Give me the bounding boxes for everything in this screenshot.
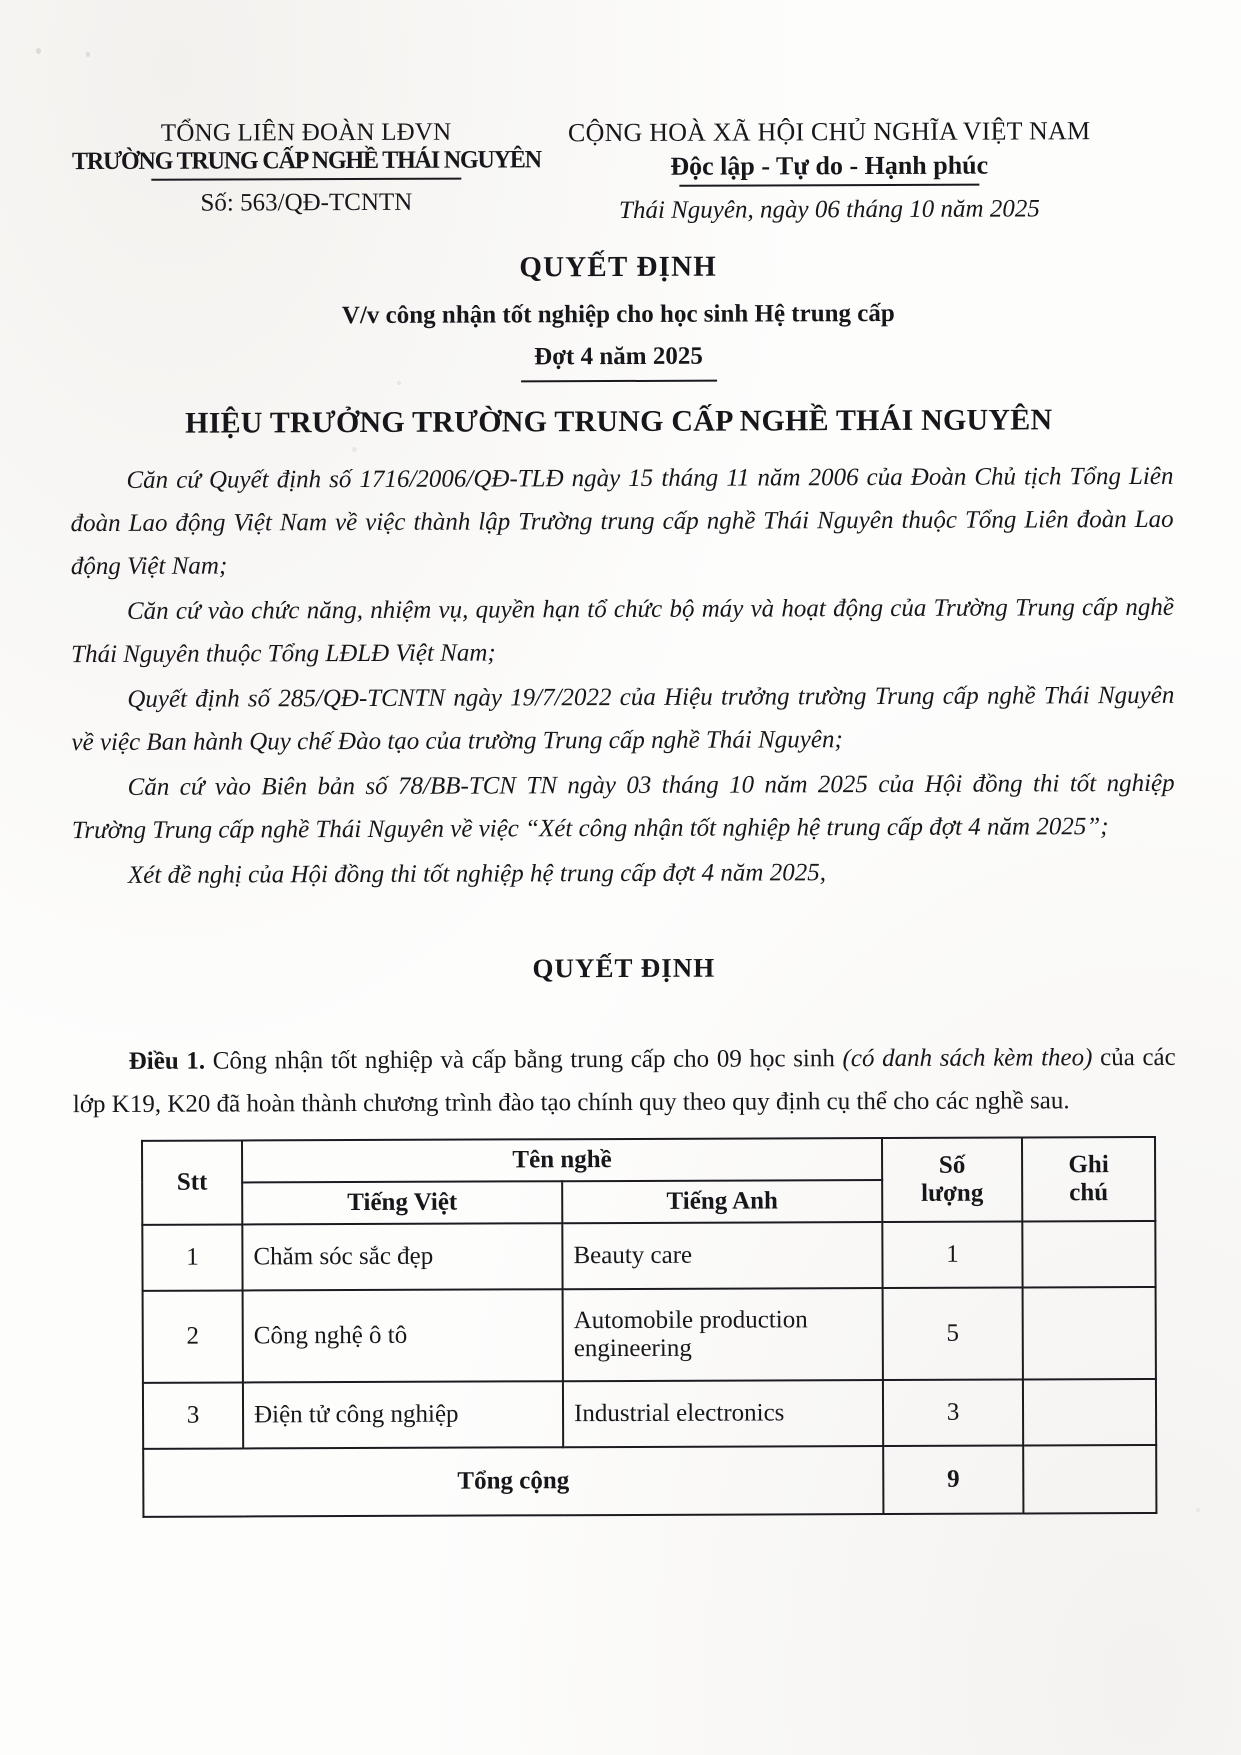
parent-organization-name: TỔNG LIÊN ĐOÀN LĐVN (160, 118, 452, 147)
place-and-date: Thái Nguyên, ngày 06 tháng 10 năm 2025 (618, 195, 1040, 224)
article-1-text-part1: Công nhận tốt nghiệp và cấp bằng trung cấp cho 09 học sinh (205, 1045, 843, 1075)
document-title: QUYẾT ĐỊNH (519, 250, 718, 284)
cell-note (1022, 1221, 1155, 1288)
cell-total-note (1023, 1445, 1156, 1514)
header-divider-left (151, 178, 461, 181)
table-row (142, 1221, 1155, 1291)
cell-quantity: 5 (883, 1287, 1023, 1380)
header-divider-right (679, 184, 979, 187)
col-header-english: Tiếng Anh (562, 1180, 882, 1223)
preamble-section (0, 455, 1241, 1519)
title-block (0, 249, 1239, 385)
col-header-note-line1: Ghi (1068, 1151, 1109, 1179)
national-motto-block (549, 116, 1109, 225)
cell-total-label: Tổng cộng (143, 1446, 883, 1517)
table-row (143, 1287, 1156, 1383)
cell-total-quantity: 9 (883, 1445, 1023, 1514)
school-name: TRƯỜNG TRUNG CẤP NGHỀ THÁI NGUYÊN (71, 146, 541, 176)
cell-job-english: Automobile production engineering (563, 1288, 883, 1381)
decides-heading: QUYẾT ĐỊNH (532, 952, 716, 984)
document-batch: Đợt 4 năm 2025 (534, 342, 703, 371)
preamble-paragraph: Căn cứ vào chức năng, nhiệm vụ, quyền hạn tổ chức bộ máy và hoạt động của Trường Trung cấp nghề Thái Nguyên thuộc Tổng LĐLĐ Việt Nam; (71, 593, 1175, 669)
col-header-quantity (882, 1137, 1022, 1222)
article-1-text-part2: của các lớp K19, K20 đã hoàn thành chương trình đào tạo chính quy theo quy định cụ thể cho các nghề sau. (72, 1043, 1176, 1119)
issuing-authority: HIỆU TRƯỞNG TRƯỜNG TRUNG CẤP NGHỀ THÁI NGUYÊN (185, 403, 1053, 440)
cell-job-vietnamese: Điện tử công nghiệp (243, 1381, 563, 1448)
document-number: Số: 563/QĐ-TCNTN (200, 188, 413, 217)
cell-stt: 3 (143, 1382, 243, 1448)
article-1-attachment-note: (có danh sách kèm theo) (842, 1044, 1093, 1073)
col-header-note (1022, 1137, 1155, 1222)
jobs-table-body (142, 1221, 1156, 1517)
cell-stt: 2 (143, 1290, 243, 1382)
title-divider (521, 380, 717, 383)
preamble-paragraph: Căn cứ Quyết định số 1716/2006/QĐ-TLĐ ngày 15 tháng 11 năm 2006 của Đoàn Chủ tịch Tổng Liên đoàn Lao động Việt Nam về việc thành lập Trường trung cấp nghề Thái Nguyên thuộc Tổng Liên đoàn Lao động Việt Nam; (70, 462, 1174, 581)
jobs-table (141, 1136, 1157, 1518)
country-name: CỘNG HOÀ XÃ HỘI CHỦ NGHĨA VIỆT NAM (567, 116, 1091, 148)
col-header-job-name: Tên nghề (242, 1138, 882, 1182)
document-subject: V/v công nhận tốt nghiệp cho học sinh Hệ trung cấp (341, 299, 895, 330)
cell-job-vietnamese: Chăm sóc sắc đẹp (242, 1223, 562, 1290)
col-header-vietnamese: Tiếng Việt (242, 1181, 562, 1224)
table-total-row (143, 1445, 1156, 1517)
cell-note (1023, 1287, 1156, 1380)
table-header-row-1 (142, 1137, 1155, 1183)
table-row (143, 1379, 1156, 1449)
cell-job-english: Industrial electronics (563, 1380, 883, 1447)
document-header (0, 0, 1238, 227)
issuing-organization-block (71, 118, 541, 218)
cell-quantity: 1 (882, 1221, 1022, 1288)
col-header-quantity-line1: Số (938, 1151, 966, 1179)
cell-stt: 1 (142, 1224, 242, 1290)
col-header-quantity-line2: lượng (921, 1179, 984, 1207)
col-header-note-line2: chú (1069, 1179, 1109, 1207)
col-header-stt: Stt (142, 1140, 242, 1224)
cell-job-vietnamese: Công nghệ ô tô (243, 1289, 563, 1382)
preamble-paragraph: Căn cứ vào Biên bản số 78/BB-TCN TN ngày 03 tháng 10 năm 2025 của Hội đồng thi tốt nghiệp Trường Trung cấp nghề Thái Nguyên về việc “Xét công nhận tốt nghiệp hệ trung cấp đợt 4 năm 2025”; (71, 769, 1175, 845)
article-1 (73, 1036, 1176, 1126)
jobs-table-head (142, 1137, 1155, 1225)
cell-job-english: Beauty care (562, 1222, 882, 1289)
preamble-paragraph: Quyết định số 285/QĐ-TCNTN ngày 19/7/2022 của Hiệu trưởng trường Trung cấp nghề Thái Nguyên về việc Ban hành Quy chế Đào tạo của trường Trung cấp nghề Thái Nguyên; (71, 681, 1175, 757)
cell-quantity: 3 (883, 1379, 1023, 1446)
preamble-paragraph: Xét đề nghị của Hội đồng thi tốt nghiệp hệ trung cấp đợt 4 năm 2025, (127, 859, 827, 889)
national-motto: Độc lập - Tự do - Hạnh phúc (670, 150, 989, 181)
article-1-label: Điều 1. (128, 1047, 206, 1075)
cell-note (1023, 1379, 1156, 1446)
